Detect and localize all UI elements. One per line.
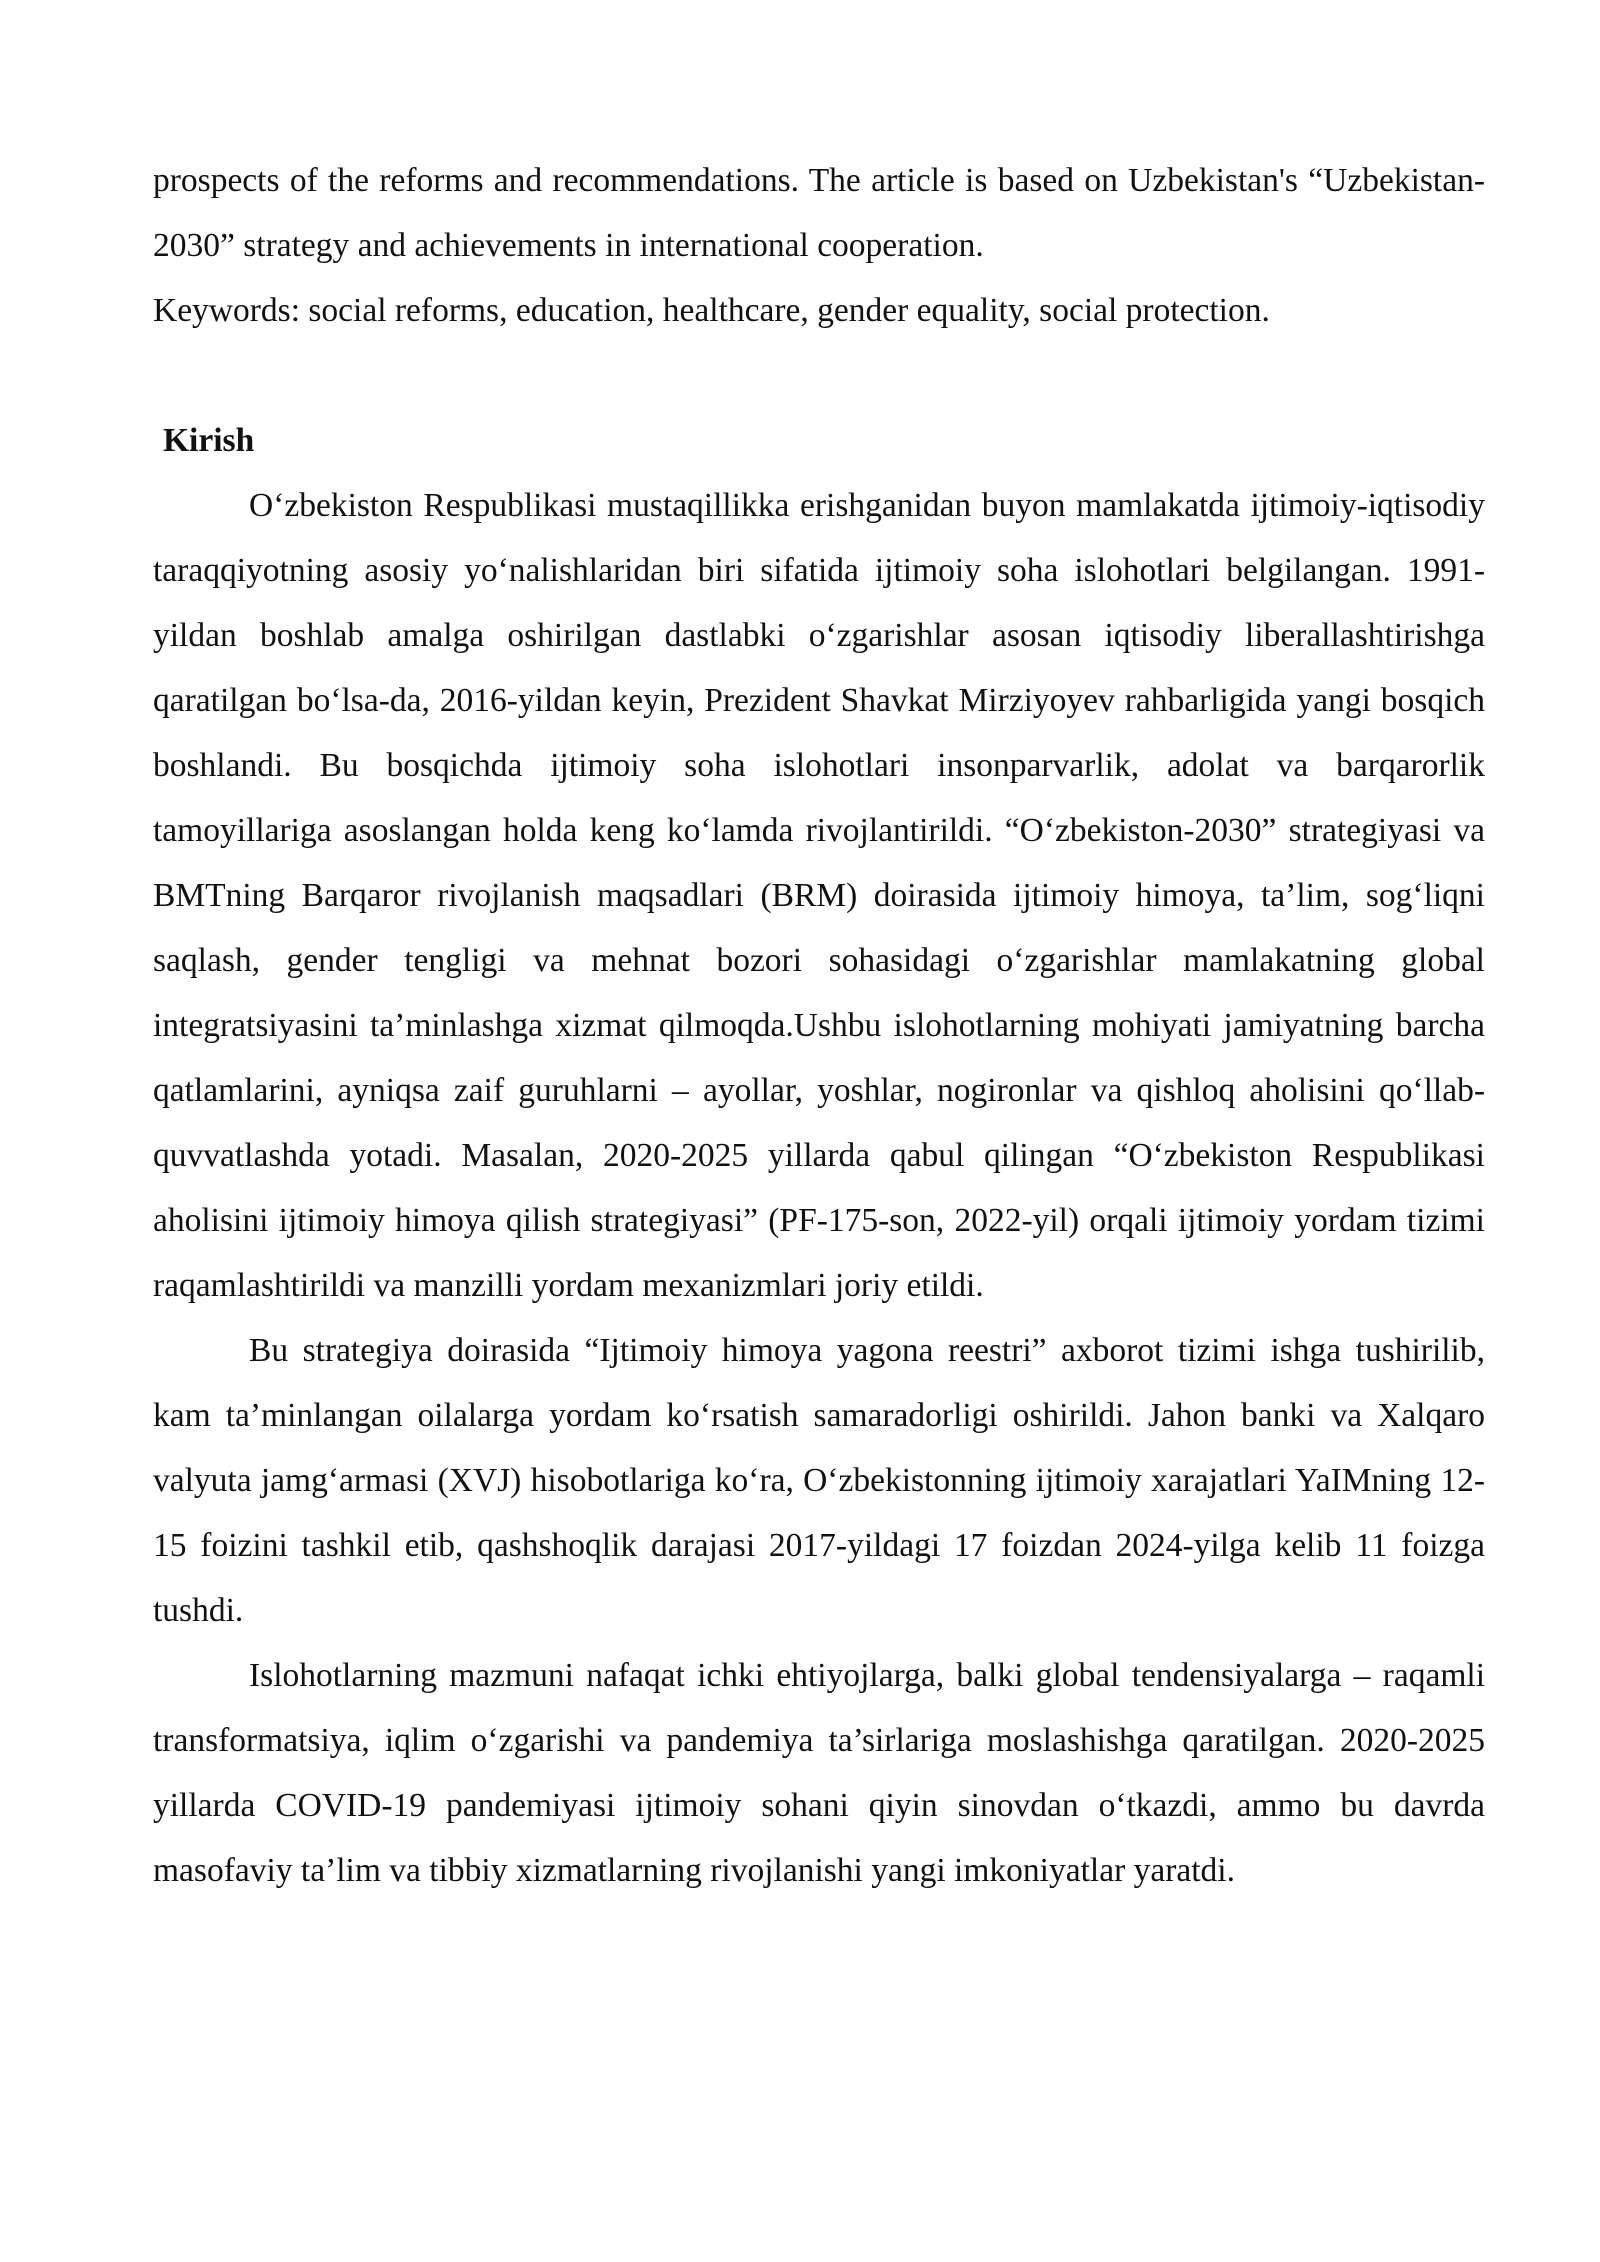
paragraph-1: O‘zbekiston Respublikasi mustaqillikka erishganidan buyon mamlakatda ijtimoiy-iqtisodiy taraqqiyotning asosiy yo‘nalishlaridan biri sifatida ijtimoiy soha islohotlari belgilangan. 1991-yildan boshlab amalga oshirilgan dastlabki o‘zgarishlar asosan iqtisodiy liberallashtirishga qaratilgan bo‘lsa-da, 2016-yildan keyin, Prezident Shavkat Mirziyoyev rahbarligida yangi bosqich boshlandi. Bu bosqichda ijtimoiy soha islohotlari insonparvarlik, adolat va barqarorlik tamoyillariga asoslangan holda keng ko‘lamda rivojlantirildi. “O‘zbekiston-2030” strategiyasi va BMTning Barqaror rivojlanish maqsadlari (BRM) doirasida ijtimoiy himoya, ta’lim, sog‘liqni saqlash, gender tengligi va mehnat bozori sohasidagi o‘zgarishlar mamlakatning global integratsiyasini ta’minlashga xizmat qilmoqda.Ushbu islohotlarning mohiyati jamiyatning barcha qatlamlarini, ayniqsa zaif guruhlarni – ayollar, yoshlar, nogironlar va qishloq aholisini qo‘llab-quvvatlashda yotadi. Masalan, 2020-2025 yillarda qabul qilingan “O‘zbekiston Respublikasi aholisini ijtimoiy himoya qilish strategiyasi” (PF-175-son, 2022-yil) orqali ijtimoiy yordam tizimi raqamlashtirildi va manzilli yordam mexanizmlari joriy etildi.	[153, 487, 1485, 1304]
spacer	[153, 343, 1485, 408]
abstract-tail: prospects of the reforms and recommendations. The article is based on Uzbekistan's “Uzbekistan-2030” strategy and achievements in international cooperation.	[153, 162, 1485, 264]
document-page	[153, 148, 1485, 1903]
keywords-line: Keywords: social reforms, education, healthcare, gender equality, social protection.	[153, 292, 1270, 329]
section-heading: Kirish	[163, 422, 255, 459]
paragraph-3: Islohotlarning mazmuni nafaqat ichki ehtiyojlarga, balki global tendensiyalarga – raqamli transformatsiya, iqlim o‘zgarishi va pandemiya ta’sirlariga moslashishga qaratilgan. 2020-2025 yillarda COVID-19 pandemiyasi ijtimoiy sohani qiyin sinovdan o‘tkazdi, ammo bu davrda masofaviy ta’lim va tibbiy xizmatlarning rivojlanishi yangi imkoniyatlar yaratdi.	[153, 1657, 1485, 1889]
paragraph-2: Bu strategiya doirasida “Ijtimoiy himoya yagona reestri” axborot tizimi ishga tushirilib, kam ta’minlangan oilalarga yordam ko‘rsatish samaradorligi oshirildi. Jahon banki va Xalqaro valyuta jamg‘armasi (XVJ) hisobotlariga ko‘ra, O‘zbekistonning ijtimoiy xarajatlari YaIMning 12-15 foizini tashkil etib, qashshoqlik darajasi 2017-yildagi 17 foizdan 2024-yilga kelib 11 foizga tushdi.	[153, 1332, 1485, 1629]
